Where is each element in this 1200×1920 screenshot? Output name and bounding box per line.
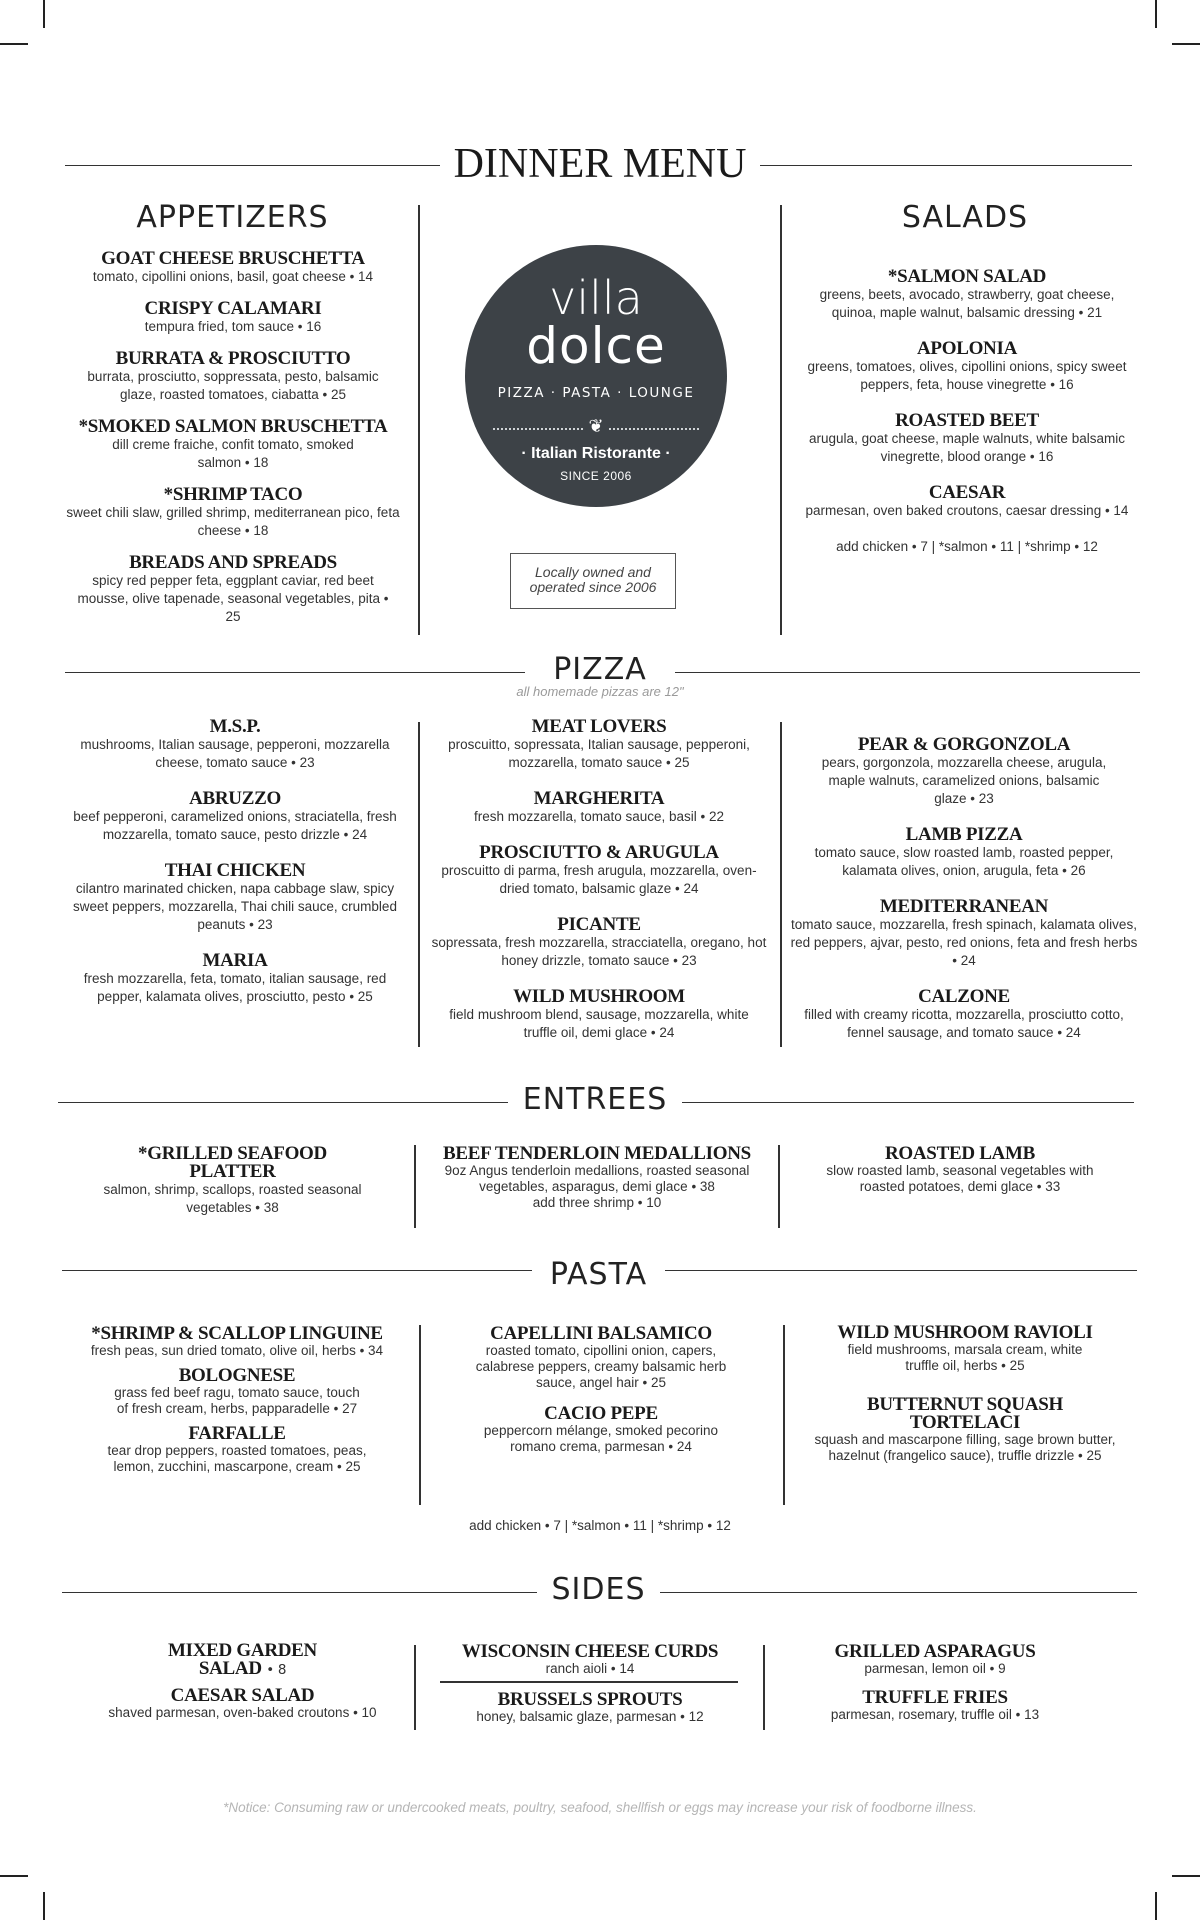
- item-desc: fresh mozzarella, feta, tomato, italian sausage, red pepper, kalamata olives, prosciutto, pesto • 25: [83, 971, 387, 1004]
- crop-mark: [1155, 0, 1157, 28]
- item-name: BOLOGNESE: [178, 1365, 296, 1386]
- entrees-rule-left: [58, 1102, 508, 1103]
- pasta-col1: [62, 1325, 412, 1485]
- item-name: PICANTE: [557, 914, 641, 935]
- item-name: GOAT CHEESE BRUSCHETTA: [101, 248, 365, 269]
- pasta-heading: PASTA: [549, 1257, 648, 1292]
- item-name: *SHRIMP & SCALLOP LINGUINE: [91, 1323, 383, 1344]
- item-name: MARIA: [202, 950, 268, 971]
- pizza-col3: [790, 736, 1138, 1052]
- list-item: [790, 736, 1138, 808]
- box-line1: Locally owned and: [535, 564, 651, 580]
- list-item: [805, 1145, 1115, 1195]
- item-name: MEAT LOVERS: [531, 716, 667, 737]
- pasta-rule-right: [665, 1270, 1137, 1271]
- item-desc: tomato sauce, slow roasted lamb, roasted pepper, kalamata olives, onion, arugula, feta • 26: [814, 845, 1114, 878]
- title-rule-left: [65, 165, 440, 166]
- column-divider: [780, 722, 782, 1047]
- list-item: [797, 268, 1137, 322]
- entrees-heading: ENTREES: [522, 1082, 668, 1117]
- appetizers-heading: APPETIZERS: [136, 200, 329, 235]
- item-name: BEEF TENDERLOIN MEDALLIONS: [443, 1143, 751, 1164]
- entrees-rule-right: [682, 1102, 1134, 1103]
- sides-divider: [440, 1681, 738, 1683]
- item-desc: burrata, prosciutto, soppressata, pesto, balsamic glaze, roasted tomatoes, ciabatta • 25: [87, 369, 379, 402]
- sides-col1: [80, 1642, 405, 1731]
- list-item: [426, 916, 772, 970]
- leaf-icon: ❦: [583, 415, 609, 437]
- item-desc: field mushrooms, marsala cream, white truffle oil, herbs • 25: [847, 1342, 1083, 1373]
- item-name: THAI CHICKEN: [164, 860, 306, 881]
- list-item: [58, 554, 408, 626]
- list-item: [780, 1643, 1090, 1677]
- item-desc: 9oz Angus tenderloin medallions, roasted seasonal vegetables, asparagus, demi glace • 38: [444, 1163, 750, 1194]
- list-item: [800, 1324, 1130, 1374]
- column-divider: [418, 722, 420, 1047]
- entrees-col3: [805, 1145, 1115, 1205]
- list-item: [797, 484, 1137, 520]
- foodborne-notice: *Notice: Consuming raw or undercooked meats, poultry, seafood, shellfish or eggs may increase your risk of foodborne illness.: [223, 1800, 977, 1815]
- item-desc: roasted tomato, cipollini onion, capers, calabrese peppers, creamy balsamic herb sauce, angel hair • 25: [475, 1343, 727, 1390]
- item-name: *SALMON SALAD: [887, 266, 1047, 287]
- item-name: CAESAR SALAD: [170, 1685, 315, 1706]
- item-desc: pears, gorgonzola, mozzarella cheese, arugula, maple walnuts, caramelized onions, balsamic glaze • 23: [821, 755, 1107, 806]
- item-name: MARGHERITA: [533, 788, 665, 809]
- crop-mark: [0, 1875, 28, 1877]
- item-name: GRILLED ASPARAGUS: [834, 1641, 1036, 1662]
- item-name: CALZONE: [918, 986, 1010, 1007]
- list-item: [58, 250, 408, 286]
- item-desc: sopressata, fresh mozzarella, stracciatella, oregano, hot honey drizzle, tomato sauce • 23: [431, 935, 767, 968]
- item-name: ROASTED LAMB: [884, 1143, 1035, 1164]
- item-name: PEAR & GORGONZOLA: [857, 734, 1071, 755]
- item-desc: fresh mozzarella, tomato sauce, basil • 22: [473, 809, 725, 824]
- column-divider: [778, 1145, 780, 1228]
- item-desc: parmesan, rosemary, truffle oil • 13: [830, 1707, 1040, 1722]
- sides-rule-left: [62, 1592, 537, 1593]
- item-desc: slow roasted lamb, seasonal vegetables with roasted potatoes, demi glace • 33: [826, 1163, 1094, 1194]
- list-item: [58, 300, 408, 336]
- crop-mark: [1172, 43, 1200, 45]
- list-item: [62, 862, 408, 934]
- crop-mark: [0, 43, 28, 45]
- page-title: DINNER MENU: [453, 141, 747, 187]
- item-name: BUTTERNUT SQUASH TORTELACI: [867, 1394, 1063, 1433]
- item-name: BRUSSELS SPROUTS: [497, 1689, 683, 1710]
- salads-addons: add chicken • 7 | *salmon • 11 | *shrimp • 12: [836, 539, 1098, 554]
- logo-ristorante: · Italian Ristorante ·: [521, 445, 671, 462]
- sides-col2: [440, 1643, 740, 1735]
- item-name: M.S.P.: [209, 716, 261, 737]
- logo-since: SINCE 2006: [560, 469, 632, 483]
- appetizers-list: [58, 250, 408, 636]
- crop-mark: [43, 0, 45, 28]
- list-item: [62, 1425, 412, 1475]
- item-name: WISCONSIN CHEESE CURDS: [461, 1641, 719, 1662]
- entrees-col2: [422, 1145, 772, 1221]
- item-name: [155, 1642, 330, 1679]
- list-item: [800, 1396, 1130, 1464]
- item-desc: peppercorn mélange, smoked pecorino romano crema, parmesan • 24: [483, 1423, 719, 1454]
- item-desc: proscuitto di parma, fresh arugula, mozzarella, oven-dried tomato, balsamic glaze • 24: [441, 863, 757, 896]
- item-name: *GRILLED SEAFOOD PLATTER: [138, 1143, 327, 1182]
- list-item: [426, 718, 772, 772]
- item-desc: squash and mascarpone filling, sage brown butter, hazelnut (frangelico sauce), truffle drizzle • 25: [814, 1432, 1116, 1463]
- list-item: [426, 844, 772, 898]
- list-item: [790, 826, 1138, 880]
- logo-line1: villa: [549, 271, 643, 325]
- list-item: [62, 1325, 412, 1359]
- column-divider: [419, 1325, 421, 1505]
- list-item: [440, 1405, 762, 1455]
- crop-mark: [1155, 1892, 1157, 1920]
- column-divider: [763, 1645, 765, 1730]
- item-desc: filled with creamy ricotta, mozzarella, prosciutto cotto, fennel sausage, and tomato sauce • 24: [804, 1007, 1124, 1040]
- list-item: [797, 412, 1137, 466]
- list-item: [62, 790, 408, 844]
- item-name: CACIO PEPE: [544, 1403, 658, 1424]
- item-name: FARFALLE: [188, 1423, 286, 1444]
- item-name: BREADS AND SPREADS: [129, 552, 337, 573]
- list-item: [440, 1325, 762, 1391]
- item-desc: mushrooms, Italian sausage, pepperoni, mozzarella cheese, tomato sauce • 23: [80, 737, 390, 770]
- item-name: ABRUZZO: [189, 788, 281, 809]
- item-name: CAPELLINI BALSAMICO: [490, 1323, 712, 1344]
- list-item: [80, 1687, 405, 1721]
- item-desc: arugula, goat cheese, maple walnuts, white balsamic vinegrette, blood orange • 16: [809, 431, 1125, 464]
- crop-mark: [1172, 1875, 1200, 1877]
- item-desc: tomato, cipollini onions, basil, goat cheese • 14: [92, 269, 374, 284]
- logo-tagline: PIZZA · PASTA · LOUNGE: [497, 385, 695, 401]
- pasta-addons: add chicken • 7 | *salmon • 11 | *shrimp • 12: [469, 1518, 731, 1533]
- item-desc: greens, tomatoes, olives, cipollini onions, spicy sweet peppers, feta, house vinegrette • 16: [807, 359, 1127, 392]
- list-item: [426, 988, 772, 1042]
- pizza-rule-right: [675, 672, 1140, 673]
- pizza-heading: PIZZA: [553, 652, 647, 687]
- list-item: [797, 340, 1137, 394]
- item-desc: sweet chili slaw, grilled shrimp, mediterranean pico, feta cheese • 18: [66, 505, 400, 538]
- salads-list: [797, 268, 1137, 556]
- title-rule-right: [760, 165, 1132, 166]
- pizza-col1: [62, 718, 408, 1016]
- villa-dolce-logo: [465, 245, 727, 507]
- column-divider: [414, 1645, 416, 1730]
- item-desc: parmesan, lemon oil • 9: [864, 1661, 1006, 1676]
- item-desc: ranch aioli • 14: [545, 1661, 635, 1676]
- pizza-col2: [426, 718, 772, 1052]
- item-name: LAMB PIZZA: [905, 824, 1023, 845]
- pasta-rule-left: [62, 1270, 532, 1271]
- item-name: MEDITERRANEAN: [879, 896, 1049, 917]
- list-item: [790, 898, 1138, 970]
- list-item: [62, 718, 408, 772]
- item-desc: tomato sauce, mozzarella, fresh spinach, kalamata olives, red peppers, ajvar, pesto, red onions, feta and fresh herbs • 24: [790, 917, 1138, 968]
- pasta-col2: [440, 1325, 762, 1465]
- item-desc: proscuitto, sopressata, Italian sausage, pepperoni, mozzarella, tomato sauce • 25: [448, 737, 750, 770]
- item-price: • 8: [266, 1662, 287, 1678]
- item-name: BURRATA & PROSCIUTTO: [115, 348, 351, 369]
- item-desc: honey, balsamic glaze, parmesan • 12: [476, 1709, 704, 1724]
- logo-line2: dolce: [526, 317, 666, 375]
- item-desc: greens, beets, avocado, strawberry, goat cheese, quinoa, maple walnut, balsamic dressing • 21: [819, 287, 1115, 320]
- item-name: PROSCIUTTO & ARUGULA: [479, 842, 719, 863]
- item-name: WILD MUSHROOM: [513, 986, 685, 1007]
- list-item: [790, 988, 1138, 1042]
- list-item: [58, 418, 408, 472]
- entrees-col1: [80, 1145, 385, 1227]
- item-name: WILD MUSHROOM RAVIOLI: [837, 1322, 1093, 1343]
- item-name: APOLONIA: [917, 338, 1017, 359]
- item-extra: add three shrimp • 10: [532, 1195, 662, 1210]
- item-desc: beef pepperoni, caramelized onions, straciatella, fresh mozzarella, tomato sauce, pesto drizzle • 24: [73, 809, 397, 842]
- item-name-text: MIXED GARDEN SALAD: [168, 1640, 317, 1679]
- item-name: *SHRIMP TACO: [163, 484, 303, 505]
- pasta-col3: [800, 1324, 1130, 1474]
- item-desc: cilantro marinated chicken, napa cabbage slaw, spicy sweet peppers, mozzarella, Thai chili sauce, crumbled peanuts • 23: [73, 881, 397, 932]
- sides-col3: [780, 1643, 1090, 1733]
- item-name: CAESAR: [928, 482, 1006, 503]
- item-desc: parmesan, oven baked croutons, caesar dressing • 14: [805, 503, 1129, 518]
- column-divider: [414, 1145, 416, 1228]
- list-item: [80, 1642, 405, 1679]
- item-name: TRUFFLE FRIES: [862, 1687, 1008, 1708]
- list-item: [440, 1691, 740, 1725]
- column-divider: [418, 205, 420, 635]
- sides-heading: SIDES: [551, 1572, 646, 1607]
- item-desc: tear drop peppers, roasted tomatoes, peas, lemon, zucchini, mascarpone, cream • 25: [107, 1443, 367, 1474]
- locally-owned-box: [510, 553, 676, 609]
- pizza-subtitle: all homemade pizzas are 12": [516, 684, 684, 699]
- item-name: ROASTED BEET: [895, 410, 1039, 431]
- item-desc: grass fed beef ragu, tomato sauce, touch of fresh cream, herbs, papparadelle • 27: [114, 1385, 360, 1416]
- column-divider: [783, 1325, 785, 1505]
- list-item: [440, 1643, 740, 1677]
- column-divider: [780, 205, 782, 635]
- item-desc: shaved parmesan, oven-baked croutons • 10: [108, 1705, 377, 1720]
- list-item: [422, 1145, 772, 1211]
- list-item: [62, 1367, 412, 1417]
- list-item: [780, 1689, 1090, 1723]
- item-desc: field mushroom blend, sausage, mozzarella, white truffle oil, demi glace • 24: [449, 1007, 749, 1040]
- list-item: [80, 1145, 385, 1217]
- item-desc: spicy red pepper feta, eggplant caviar, red beet mousse, olive tapenade, seasonal vegetables, pita • 25: [77, 573, 389, 624]
- item-desc: tempura fried, tom sauce • 16: [144, 319, 322, 334]
- item-desc: salmon, shrimp, scallops, roasted seasonal vegetables • 38: [103, 1182, 362, 1215]
- salads-heading: SALADS: [901, 200, 1029, 235]
- pizza-rule-left: [65, 672, 525, 673]
- list-item: [62, 952, 408, 1006]
- item-desc: fresh peas, sun dried tomato, olive oil, herbs • 34: [90, 1343, 384, 1358]
- item-desc: dill creme fraiche, confit tomato, smoked salmon • 18: [112, 437, 354, 470]
- list-item: [58, 486, 408, 540]
- list-item: [58, 350, 408, 404]
- item-name: CRISPY CALAMARI: [144, 298, 322, 319]
- item-name: *SMOKED SALMON BRUSCHETTA: [78, 416, 388, 437]
- crop-mark: [43, 1892, 45, 1920]
- list-item: [426, 790, 772, 826]
- sides-rule-right: [660, 1592, 1137, 1593]
- box-line2: operated since 2006: [529, 579, 657, 595]
